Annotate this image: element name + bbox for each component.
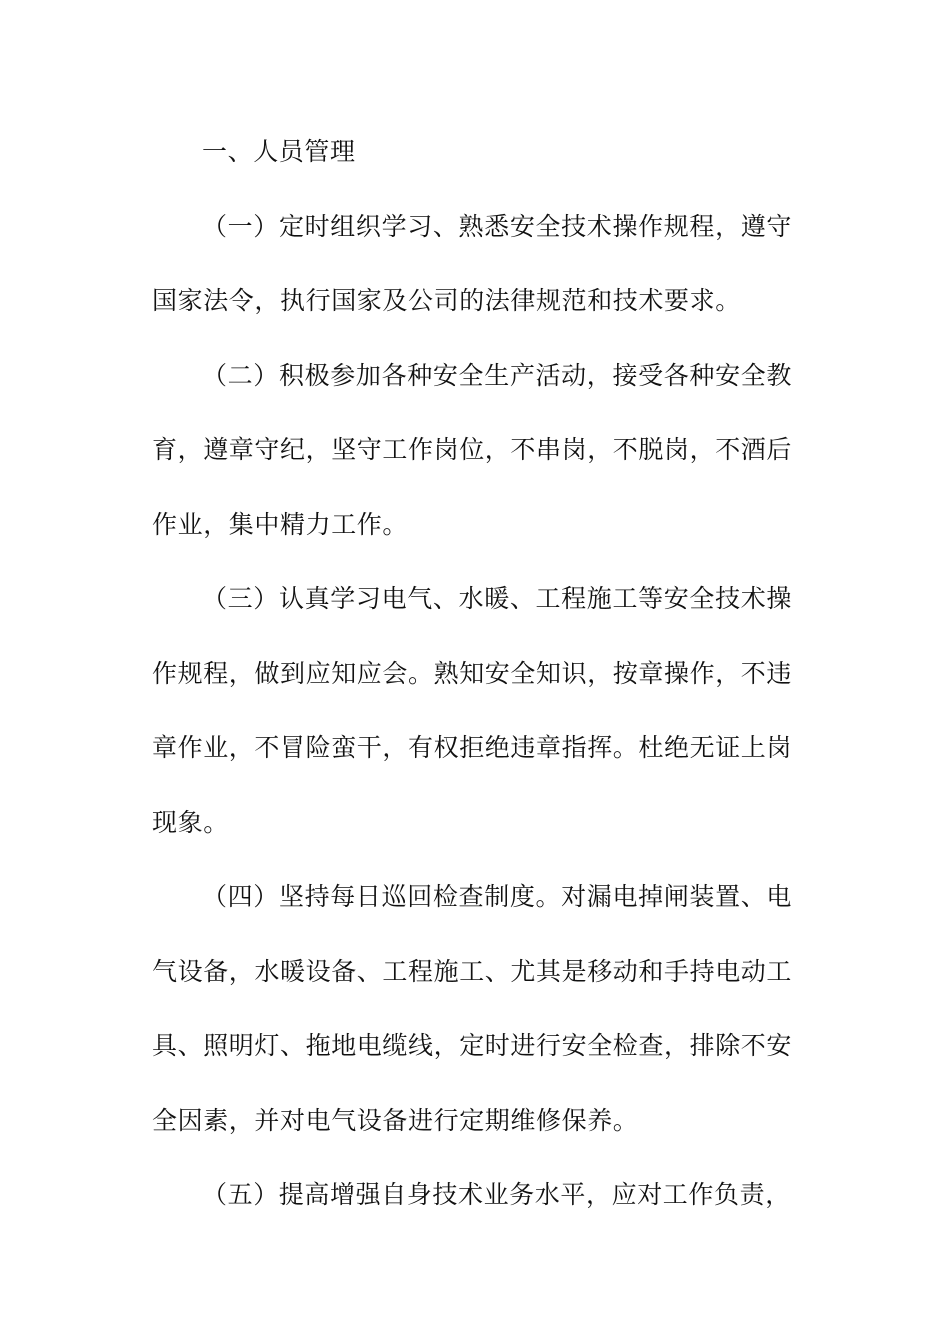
paragraph-4: （四）坚持每日巡回检查制度。对漏电掉闸装置、电气设备，水暖设备、工程施工、尤其是移动和手持电动工具、照明灯、拖地电缆线，定时进行安全检查，排除不安全因素，并对电气设备进行定期维修保养。: [152, 882, 793, 1135]
paragraph-2: （二）积极参加各种安全生产活动，接受各种安全教育，遵章守纪，坚守工作岗位，不串岗，不脱岗，不酒后作业，集中精力工作。: [152, 360, 793, 539]
paragraph-5: （五）提高增强自身技术业务水平，应对工作负责，: [202, 1180, 791, 1209]
paragraph-3: （三）认真学习电气、水暖、工程施工等安全技术操作规程，做到应知应会。熟知安全知识，按章操作，不违章作业，不冒险蛮干，有权拒绝违章指挥。杜绝无证上岗现象。: [152, 584, 793, 837]
document-body: [152, 115, 792, 1233]
section-heading: 一、人员管理: [202, 137, 356, 166]
paragraph-1: （一）定时组织学习、熟悉安全技术操作规程，遵守国家法令，执行国家及公司的法律规范和技术要求。: [152, 211, 792, 315]
